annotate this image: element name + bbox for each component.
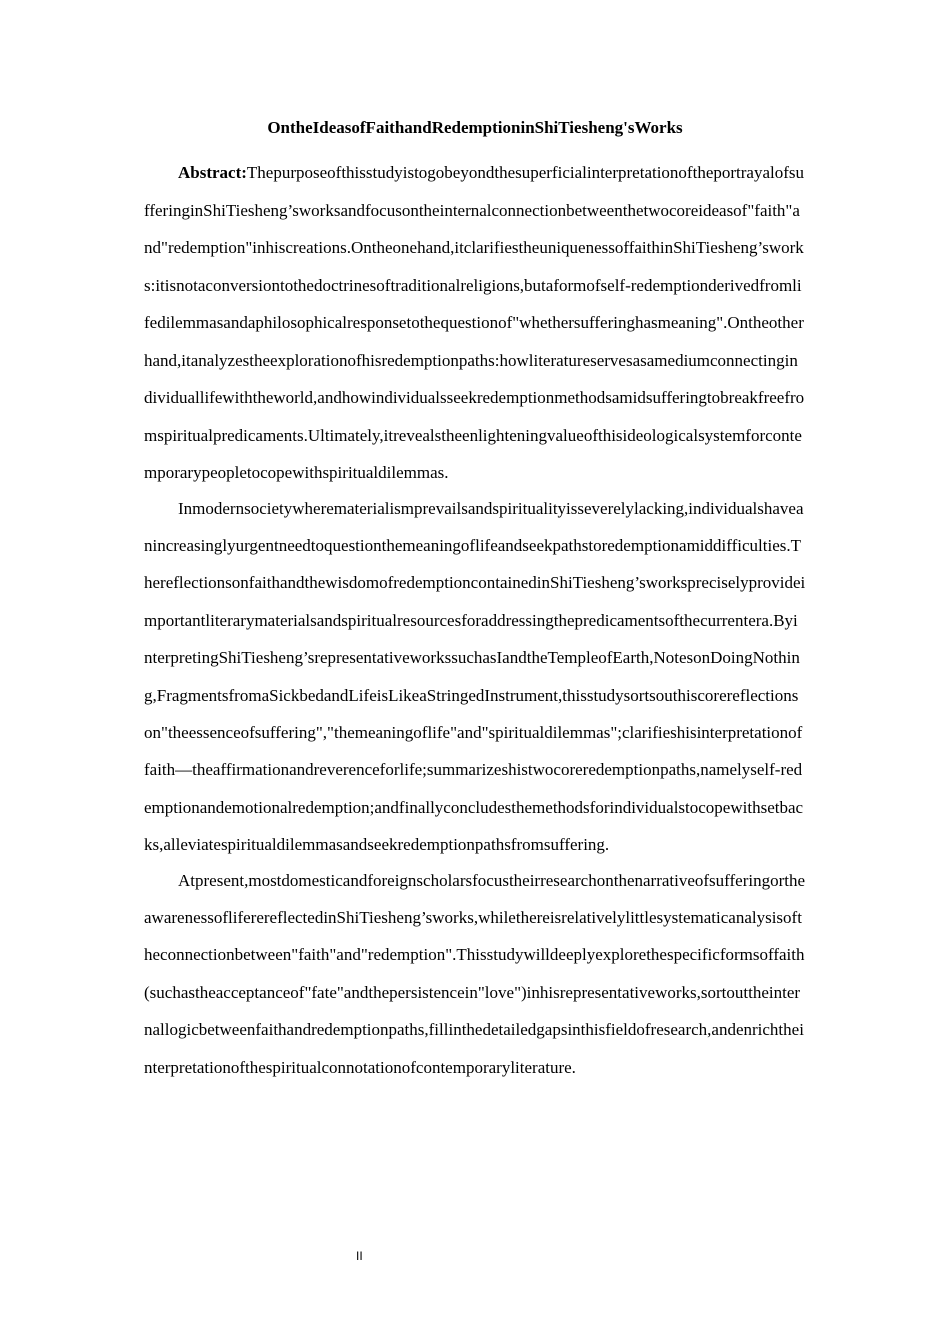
body-paragraph-1: Inmodernsocietywherematerialismprevailsandspiritualityisseverelylacking,individualshaveanincreasinglyurgentneedtoquestionthemeaningoflifeandseekpathstoredemptionamiddifficulties.ThereflectionsonfaithandthewisdomofredemptioncontainedinShiTiesheng’sworkspreciselyprovideimportantliterarymaterialsandspiritualresourcesforaddressingthepredicamentsofthecurrentera.ByinterpretingShiTiesheng’srepresentativeworkssuchasIandtheTempleofEarth,NotesonDoingNothing,FragmentsfromaSickbedandLifeisLikeaStringedInstrument,thisstudysortsouthiscorereflectionson"theessenceofsuffering","themeaningoflife"and"spiritualdilemmas";clarifieshisinterpretationoffaith—theaffirmationandreverenceforlife;summarizeshistwocoreredemptionpaths,namelyself-redemptionandemotionalredemption;andfinallyconcludesthemethodsforindividualstocopewithsetbacks,alleviatespiritualdilemmasandseekredemptionpathsfromsuffering.: [144, 498, 806, 855]
abstract-text: ThepurposeofthisstudyistogobeyondthesuperficialinterpretationoftheportrayalofsufferinginShiTiesheng’sworksandfocusontheinternalconnectionbetweenthetwocoreideasof"faith"and"redemption"inhiscreations.Ontheonehand,itclarifiestheuniquenessoffaithinShiTiesheng’sworks:itisnotaconversiontothedoctrinesoftraditionalreligions,butaformofself-redemptionderivedfromlifedilemmasandaphilosophicalresponsetothequestionof"whethersufferinghasmeaning".Ontheotherhand,itanalyzestheexplorationofhisredemptionpaths:howliteratureservesasamediumconnectingindividuallifewiththeworld,andhowindividualsseekredemptionmethodsamidsufferingtobreakfreefromspiritualpredicaments.Ultimately,itrevealstheenlighteningvalueofthisideologicalsystemforcontemporarypeopletocopewithspiritualdilemmas.: [144, 163, 805, 482]
page-content: [144, 118, 806, 1086]
body-paragraph-2: Atpresent,mostdomesticandforeignscholarsfocustheirresearchonthenarrativeofsufferingortheawarenessofliferereflectedinShiTiesheng’sworks,whilethereisrelativelylittlesystematicanalysisoftheconnectionbetween"faith"and"redemption".Thisstudywilldeeplyexplorethespecificformsoffaith(suchastheacceptanceof"fate"andthepersistencein"love")inhisrepresentativeworks,sortouttheinternallogicbetweenfaithandredemptionpaths,fillinthedetailedgapsinthisfieldofresearch,andenrichtheinterpretationofthespiritualconnotationofcontemporaryliterature.: [144, 870, 806, 1077]
abstract-paragraph: [144, 154, 806, 492]
document-title: OntheIdeasofFaithandRedemptioninShiTiesheng'sWorks: [267, 118, 683, 137]
abstract-label: Abstract:: [178, 163, 247, 182]
page-number: II: [356, 1249, 363, 1263]
